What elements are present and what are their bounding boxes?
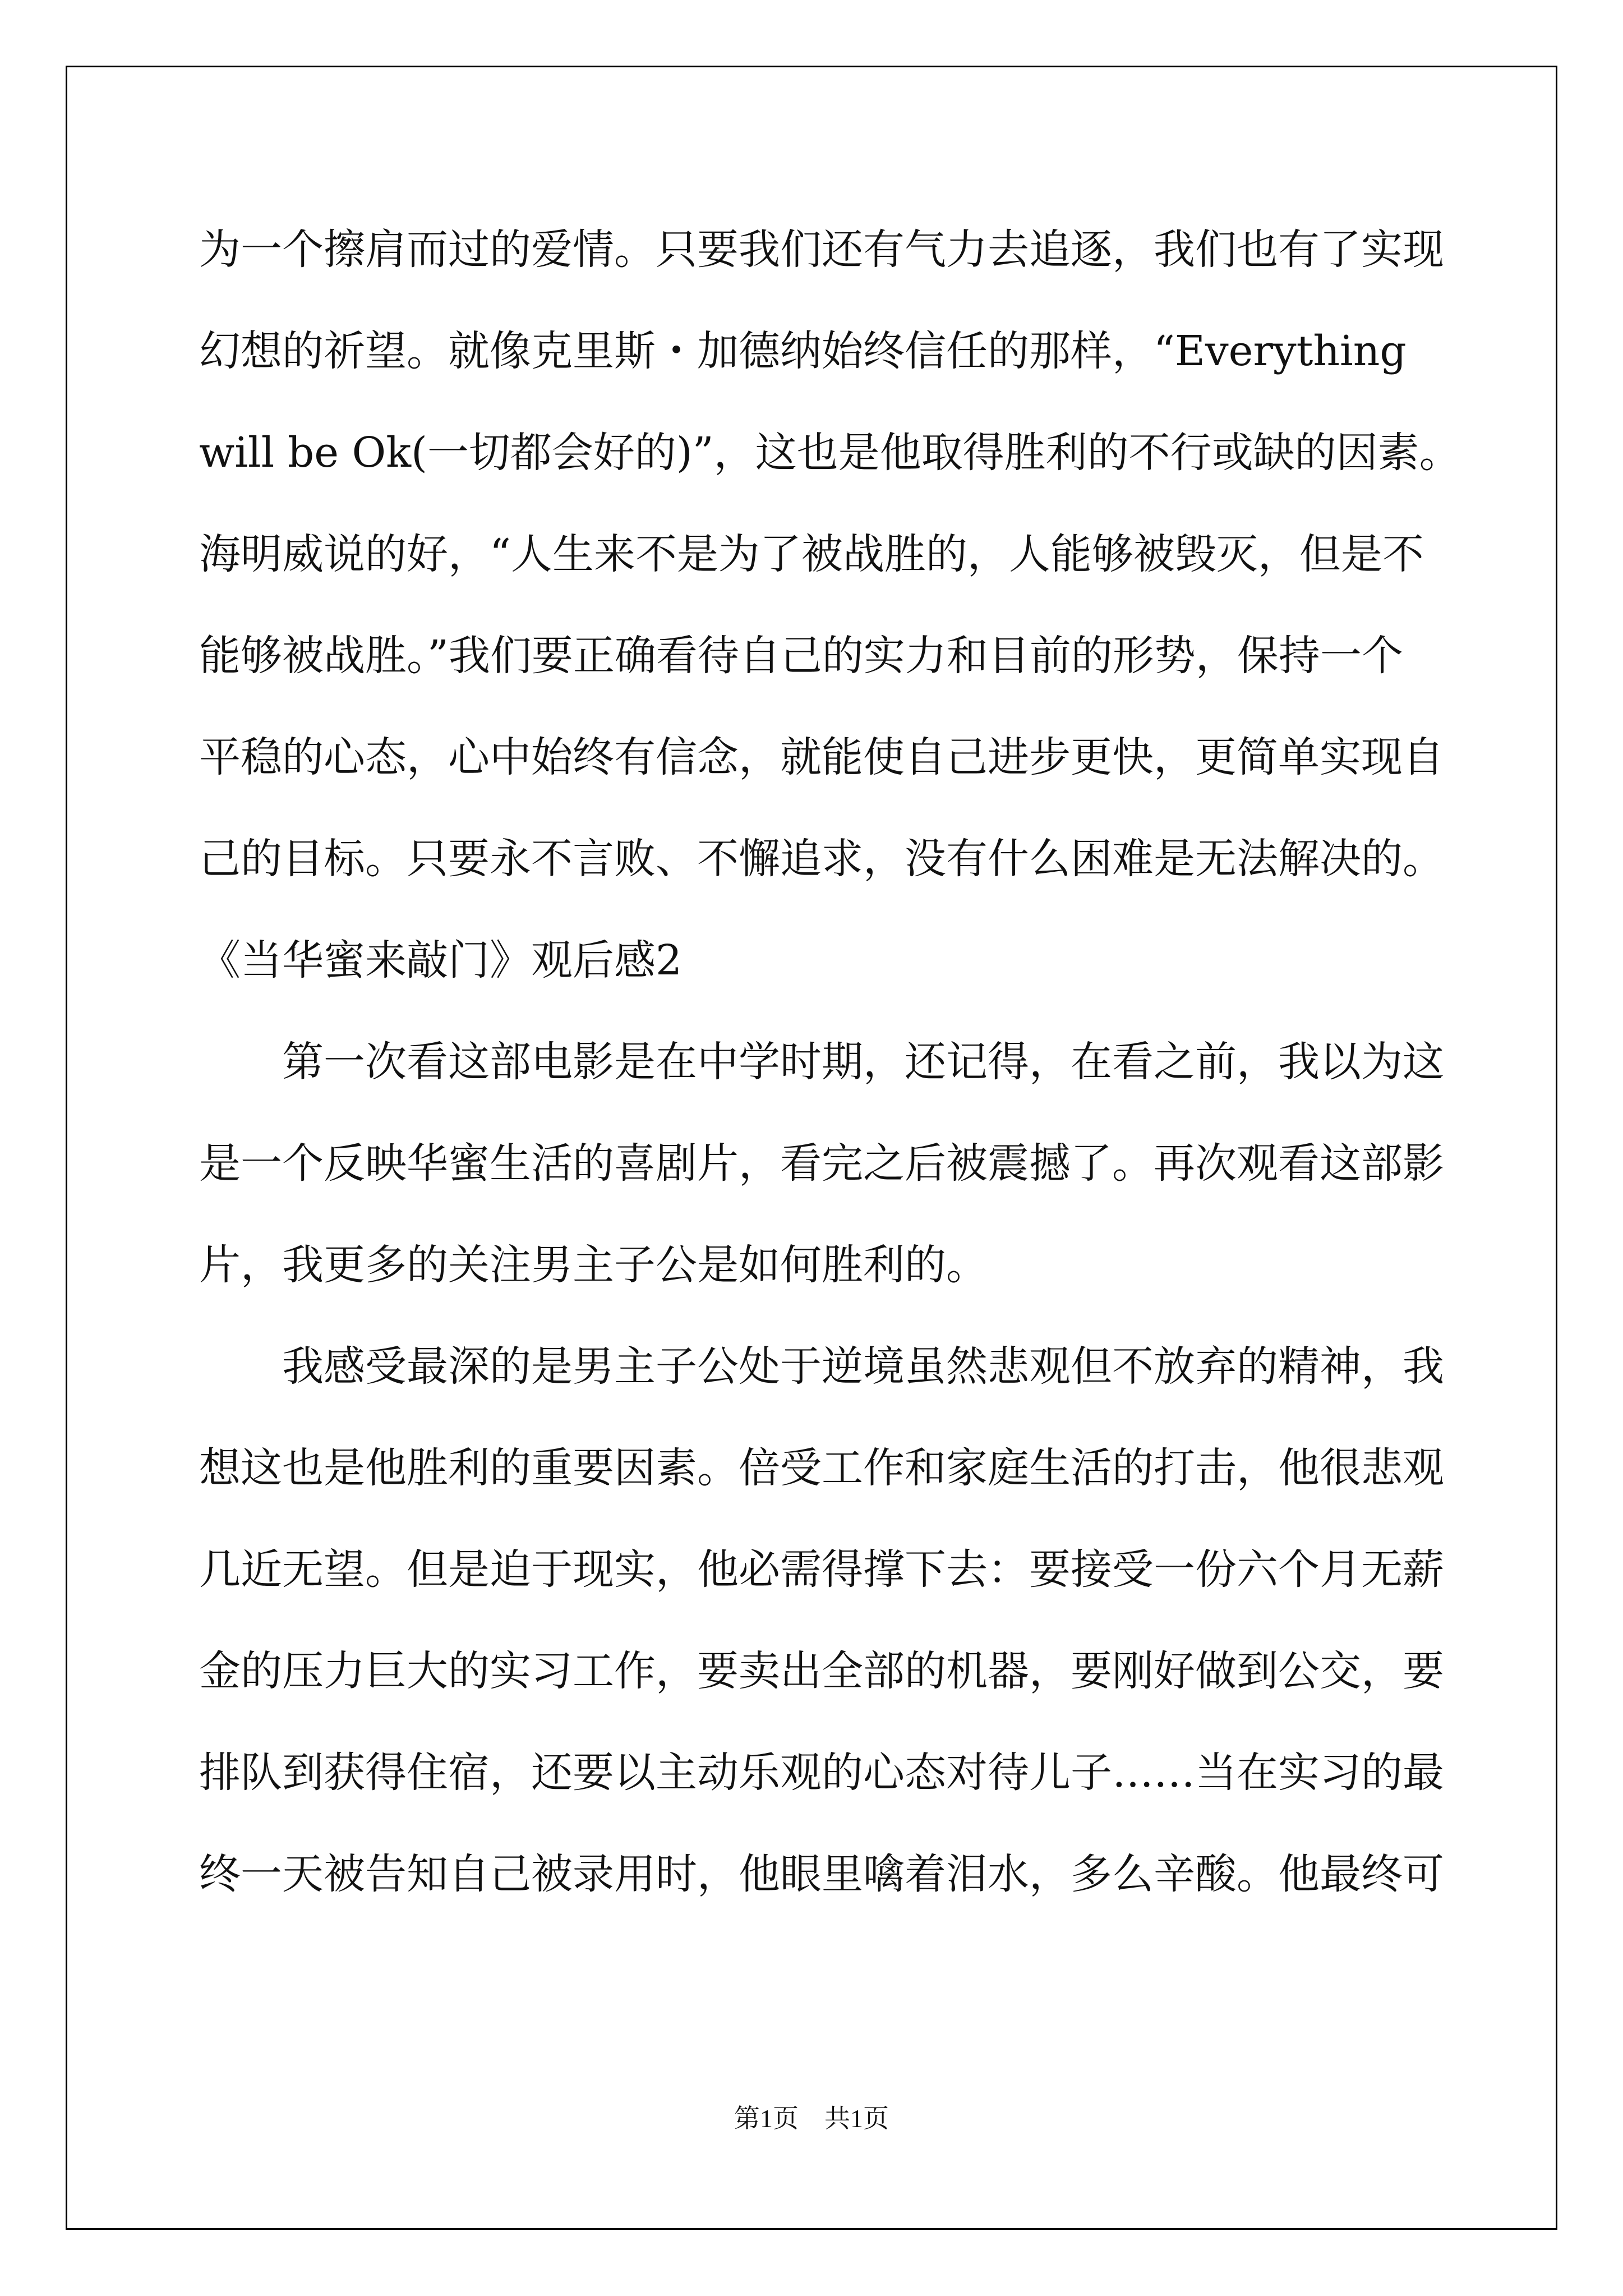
text-line: 能够被战胜。”我们要正确看待自己的实力和目前的形势，保持一个 (199, 632, 1403, 680)
text-line: 几近无望。但是迫于现实，他必需得撑下去：要接受一份六个月无薪 (199, 1545, 1444, 1594)
text-line: 我感受最深的是男主子公处于逆境虽然悲观但不放弃的精神，我 (199, 1342, 1444, 1391)
text-line: 为一个擦肩而过的爱情。只要我们还有气力去追逐，我们也有了实现 (199, 226, 1444, 274)
page-footer: 第1页 共1页 (734, 2104, 889, 2133)
section-heading: 《当华蜜来敲门》观后感2 (199, 936, 683, 984)
document-body (199, 199, 1461, 1925)
text-line: 海明威说的好，“人生来不是为了被战胜的，人能够被毁灭，但是不 (199, 530, 1424, 578)
text-line: 想这也是他胜利的重要因素。倍受工作和家庭生活的打击，他很悲观 (199, 1444, 1444, 1492)
text-line: 是一个反映华蜜生活的喜剧片，看完之后被震撼了。再次观看这部影 (199, 1139, 1444, 1188)
text-line: 排队到获得住宿，还要以主动乐观的心态对待儿子……当在实习的最 (199, 1749, 1444, 1797)
text-line: 幻想的祈望。就像克里斯・加德纳始终信任的那样，“Everything (199, 327, 1407, 375)
text-line: 片，我更多的关注男主子公是如何胜利的。 (199, 1241, 988, 1289)
text-line: 终一天被告知自己被录用时，他眼里噙着泪水，多么辛酸。他最终可 (199, 1850, 1444, 1898)
text-line: 己的目标。只要永不言败、不懈追求，没有什么困难是无法解决的。 (199, 835, 1444, 883)
text-line: will be Ok(一切都会好的)”，这也是他取得胜利的不行或缺的因素。 (199, 429, 1461, 477)
text-line: 平稳的心态，心中始终有信念，就能使自己进步更快，更简单实现自 (199, 733, 1444, 781)
text-line: 第一次看这部电影是在中学时期，还记得，在看之前，我以为这 (199, 1038, 1444, 1086)
text-line: 金的压力巨大的实习工作，要卖出全部的机器，要刚好做到公交，要 (199, 1647, 1444, 1695)
